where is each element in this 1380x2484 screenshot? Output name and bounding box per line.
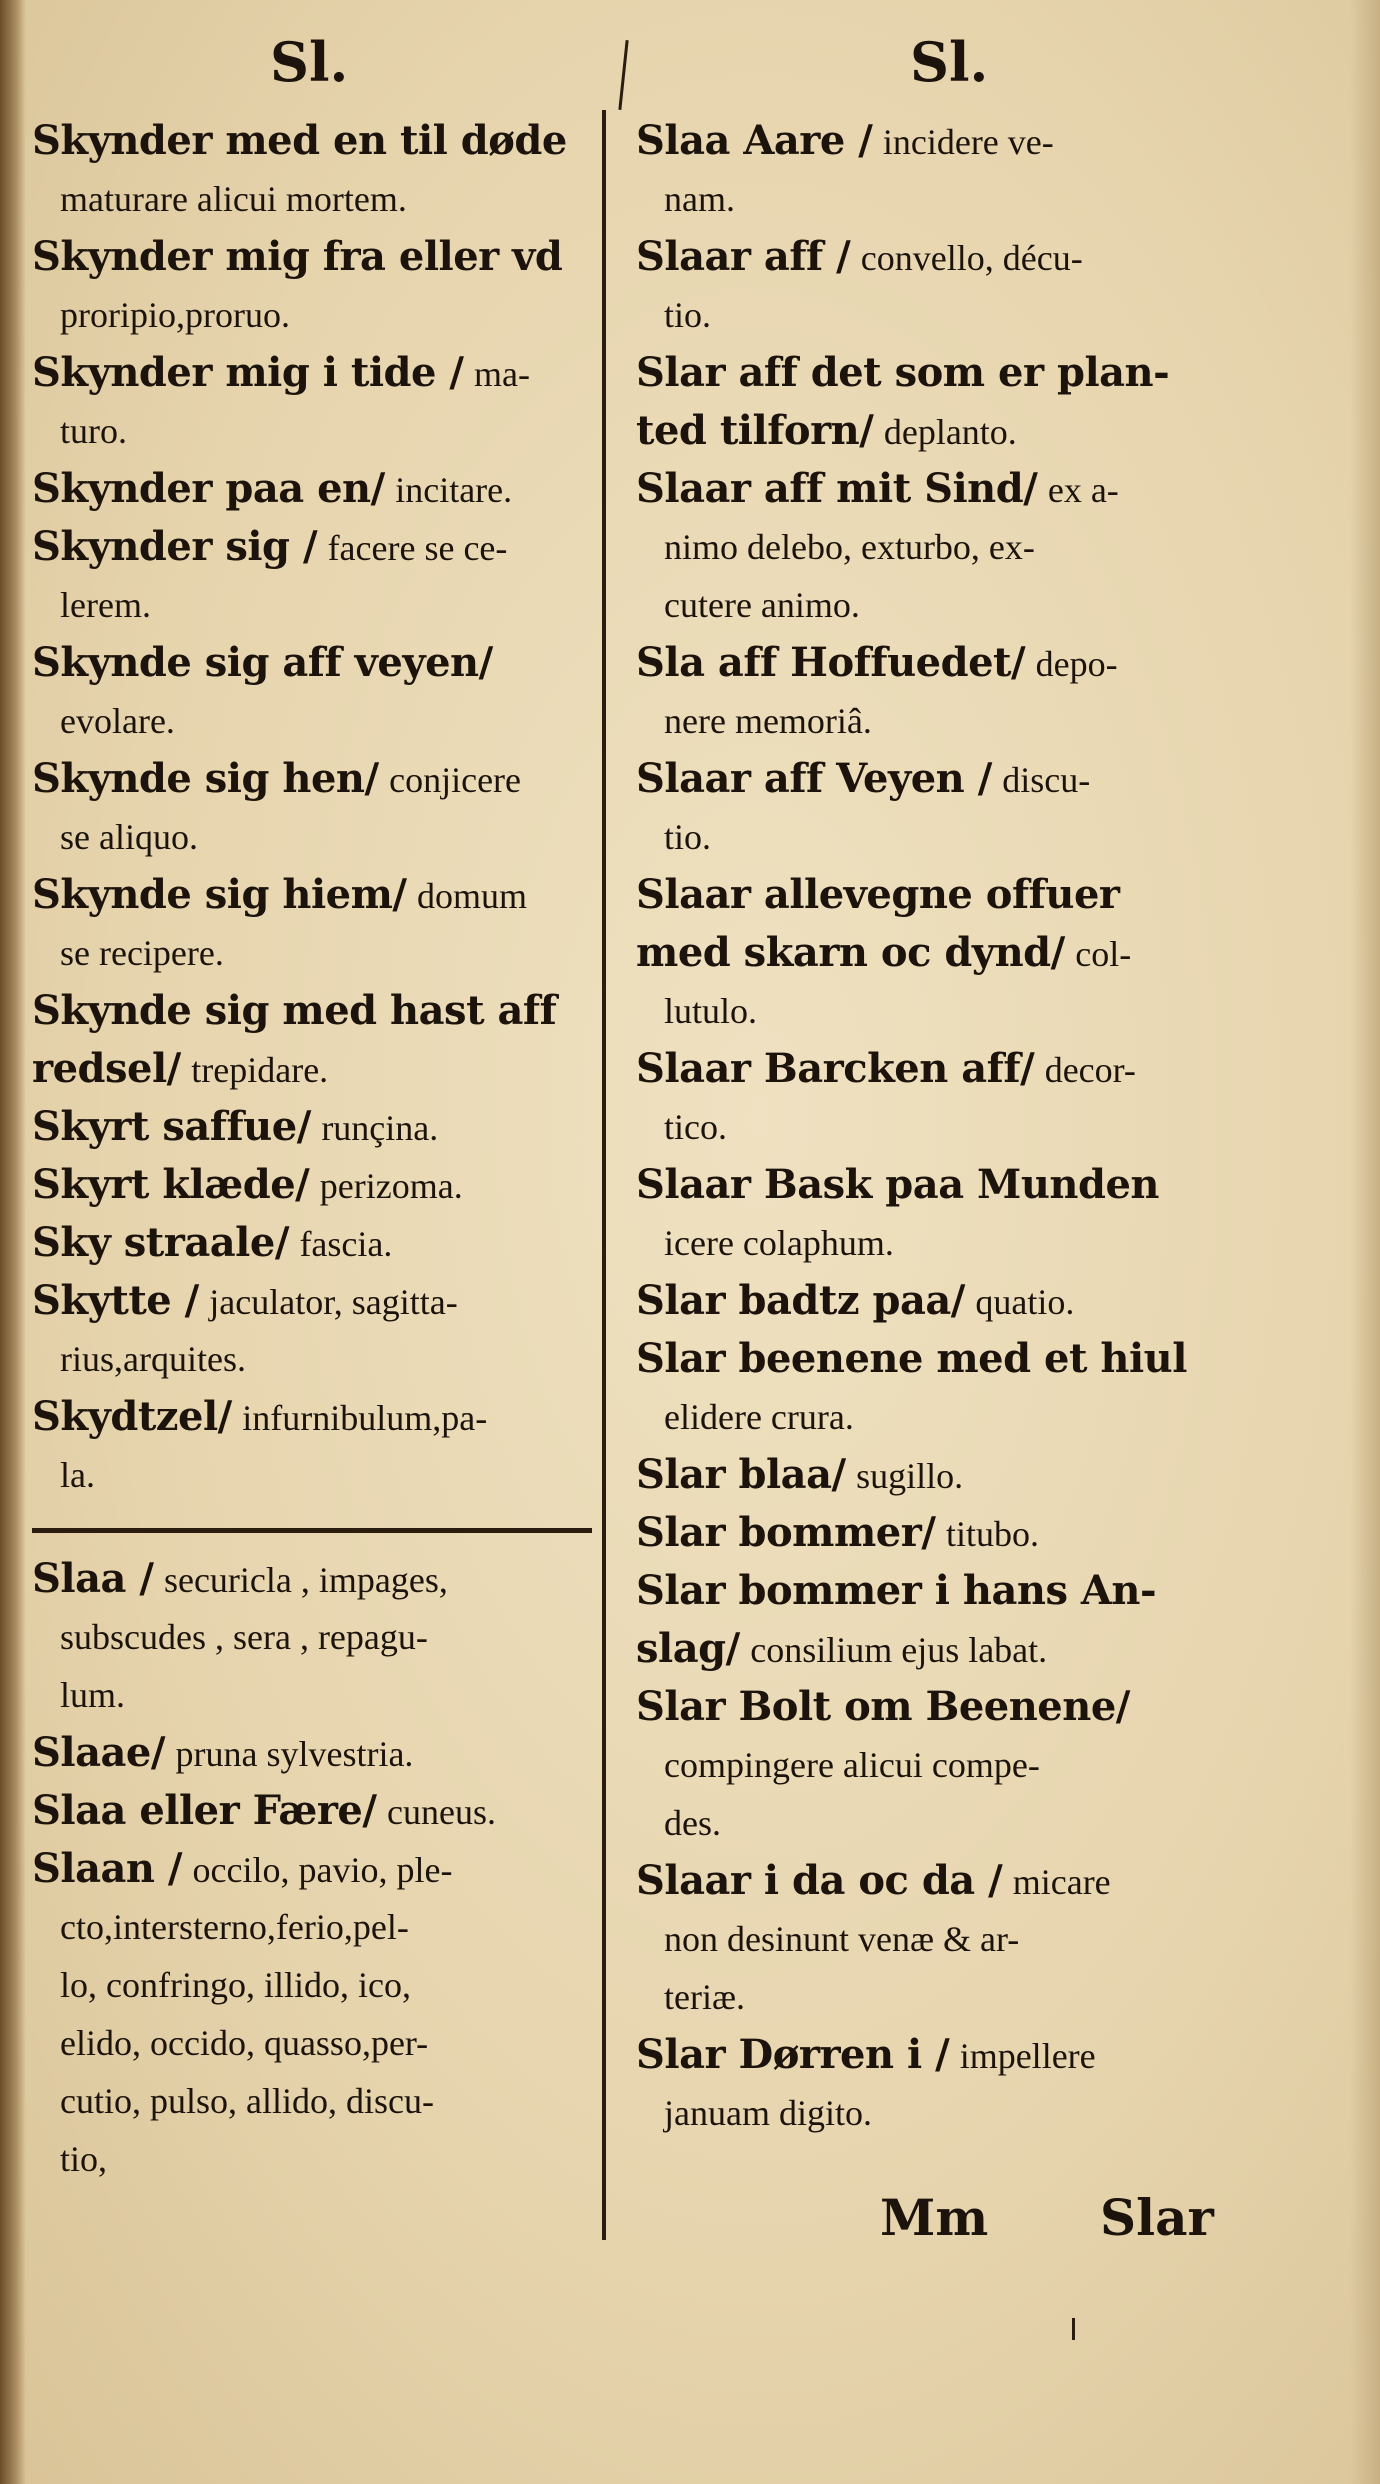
latin-gloss: cutio, pulso, allido, discu-	[60, 2081, 434, 2121]
latin-gloss: deplanto.	[883, 412, 1017, 452]
latin-gloss: tico.	[664, 1107, 727, 1147]
entry-line	[32, 518, 597, 576]
latin-gloss: jaculator, sagitta-	[209, 1282, 458, 1322]
entry-line	[32, 402, 597, 460]
headword: Skynder mig fra eller vd	[32, 233, 563, 280]
entry-line	[32, 866, 597, 924]
dictionary-entry	[636, 228, 1266, 344]
latin-gloss: lerem.	[60, 585, 151, 625]
dictionary-entry	[636, 1156, 1266, 1272]
entry-line	[636, 112, 1266, 170]
entry-line	[32, 924, 597, 982]
latin-gloss: januam digito.	[664, 2093, 872, 2133]
entry-line	[636, 1736, 1266, 1794]
headword: Skynder med en til døde	[32, 117, 567, 164]
latin-gloss: conjicere	[389, 760, 522, 800]
dictionary-entry	[32, 866, 597, 982]
left-column-after-rule	[32, 1550, 597, 2188]
latin-gloss: se aliquo.	[60, 817, 198, 857]
latin-gloss: maturare alicui mortem.	[60, 179, 407, 219]
page-edge-right	[1350, 0, 1380, 2484]
left-column	[32, 112, 597, 1504]
headword: Slaa Aare /	[636, 117, 873, 164]
entry-line	[32, 692, 597, 750]
entry-line	[32, 1782, 597, 1840]
entry-line	[636, 1098, 1266, 1156]
headword: redsel/	[32, 1045, 181, 1092]
entry-line	[32, 808, 597, 866]
latin-gloss: ma-	[474, 354, 530, 394]
latin-gloss: tio.	[664, 295, 712, 335]
entry-line	[636, 170, 1266, 228]
headword: Slaar Bask paa Munden	[636, 1161, 1159, 1208]
dictionary-entry	[636, 1678, 1266, 1852]
latin-gloss: trepidare.	[191, 1050, 329, 1090]
headword: Slar Dørren i /	[636, 2031, 950, 2078]
latin-gloss: la.	[60, 1455, 95, 1495]
dictionary-entry	[32, 1388, 597, 1504]
latin-gloss: impellere	[959, 2036, 1096, 2076]
latin-gloss: turo.	[60, 411, 127, 451]
dictionary-entry	[32, 1840, 597, 2188]
latin-gloss: infurnibulum,pa-	[242, 1398, 488, 1438]
entry-line	[636, 518, 1266, 576]
headword: slag/	[636, 1625, 740, 1672]
latin-gloss: lutulo.	[664, 991, 758, 1031]
headword: ted tilforn/	[636, 407, 874, 454]
entry-line	[32, 112, 597, 170]
latin-gloss: quatio.	[975, 1282, 1075, 1322]
entry-line	[636, 1562, 1266, 1620]
entry-line	[636, 1504, 1266, 1562]
headword: Skynder sig /	[32, 523, 318, 570]
entry-line	[636, 924, 1266, 982]
dictionary-entry	[636, 1446, 1266, 1504]
headword: Skynde sig hen/	[32, 755, 379, 802]
signature-mark: Mm	[880, 2188, 989, 2247]
entry-line	[32, 228, 597, 286]
latin-gloss: domum	[417, 876, 528, 916]
entry-line	[32, 344, 597, 402]
dictionary-entry	[32, 750, 597, 866]
latin-gloss: lo, confringo, illido, ico,	[60, 1965, 411, 2005]
dictionary-entry	[32, 1550, 597, 1724]
entry-line	[636, 1156, 1266, 1214]
latin-gloss: des.	[664, 1803, 721, 1843]
entry-line	[636, 1040, 1266, 1098]
dictionary-entry	[32, 228, 597, 344]
running-head-right: Sl.	[910, 30, 989, 94]
headword: Slar aff det som er plan-	[636, 349, 1170, 396]
dictionary-entry	[32, 1272, 597, 1388]
entry-line	[636, 1214, 1266, 1272]
entry-line	[636, 286, 1266, 344]
page-edge-shadow	[0, 0, 26, 2484]
latin-gloss: titubo.	[945, 1514, 1039, 1554]
headword: med skarn oc dynd/	[636, 929, 1065, 976]
latin-gloss: securicla , impages,	[163, 1560, 448, 1600]
entry-line	[636, 2026, 1266, 2084]
headword: Sla aff Hoffuedet/	[636, 639, 1026, 686]
entry-line	[32, 2072, 597, 2130]
headword: Skytte /	[32, 1277, 199, 1324]
entry-line	[636, 982, 1266, 1040]
latin-gloss: micare	[1012, 1862, 1111, 1902]
latin-gloss: rius,arquites.	[60, 1339, 246, 1379]
entry-line	[32, 1330, 597, 1388]
latin-gloss: nimo delebo, exturbo, ex-	[664, 527, 1035, 567]
latin-gloss: cutere animo.	[664, 585, 860, 625]
headword: Slaa eller Fære/	[32, 1787, 377, 1834]
headword: Slaar aff /	[636, 233, 851, 280]
latin-gloss: convello, décu-	[860, 238, 1083, 278]
headword: Slaar i da oc da /	[636, 1857, 1003, 1904]
latin-gloss: ex a-	[1047, 470, 1119, 510]
catchword: Slar	[1100, 2188, 1214, 2247]
entry-line	[32, 460, 597, 518]
entry-line	[32, 1666, 597, 1724]
dictionary-entry	[32, 344, 597, 460]
latin-gloss: incitare.	[395, 470, 513, 510]
entry-line	[32, 1840, 597, 1898]
latin-gloss: tio.	[664, 817, 712, 857]
headword: Slaa /	[32, 1555, 154, 1602]
latin-gloss: teriæ.	[664, 1977, 745, 2017]
dictionary-entry	[636, 1852, 1266, 2026]
entry-line	[636, 1446, 1266, 1504]
dictionary-entry	[636, 1330, 1266, 1446]
headword: Slaar aff Veyen /	[636, 755, 992, 802]
entry-line	[636, 866, 1266, 924]
headword: Skyrt saffue/	[32, 1103, 311, 1150]
entry-line	[636, 344, 1266, 402]
dictionary-entry	[636, 112, 1266, 228]
dictionary-entry	[636, 750, 1266, 866]
entry-line	[636, 1852, 1266, 1910]
entry-line	[32, 170, 597, 228]
entry-line	[32, 1724, 597, 1782]
entry-line	[32, 1098, 597, 1156]
entry-line	[636, 1794, 1266, 1852]
entry-line	[32, 1550, 597, 1608]
entry-line	[32, 750, 597, 808]
dictionary-entry	[32, 982, 597, 1098]
dictionary-entry	[636, 1272, 1266, 1330]
entry-line	[32, 1156, 597, 1214]
dictionary-entry	[32, 634, 597, 750]
latin-gloss: compingere alicui compe-	[664, 1745, 1040, 1785]
entry-line	[32, 286, 597, 344]
entry-line	[636, 1968, 1266, 2026]
dictionary-entry	[32, 1214, 597, 1272]
latin-gloss: col-	[1075, 934, 1132, 974]
dictionary-entry	[636, 460, 1266, 634]
entry-line	[636, 1910, 1266, 1968]
entry-line	[636, 692, 1266, 750]
latin-gloss: facere se ce-	[327, 528, 508, 568]
latin-gloss: subscudes , sera , repagu-	[60, 1617, 428, 1657]
column-divider	[602, 110, 606, 2240]
latin-gloss: perizoma.	[319, 1166, 463, 1206]
headword: Slar bommer i hans An-	[636, 1567, 1157, 1614]
dictionary-entry	[636, 2026, 1266, 2142]
headword: Slar blaa/	[636, 1451, 846, 1498]
headword: Slar beenene med et hiul	[636, 1335, 1187, 1382]
headword: Slaae/	[32, 1729, 165, 1776]
latin-gloss: cuneus.	[386, 1792, 496, 1832]
entry-line	[32, 1388, 597, 1446]
latin-gloss: elido, occido, quasso,per-	[60, 2023, 429, 2063]
entry-line	[636, 460, 1266, 518]
headword: Skynde sig hiem/	[32, 871, 407, 918]
dictionary-entry	[636, 634, 1266, 750]
entry-line	[32, 1040, 597, 1098]
entry-line	[636, 2084, 1266, 2142]
latin-gloss: fascia.	[299, 1224, 393, 1264]
latin-gloss: occilo, pavio, ple-	[192, 1850, 453, 1890]
entry-line	[636, 576, 1266, 634]
headword: Slaan /	[32, 1845, 183, 1892]
entry-line	[32, 1956, 597, 2014]
dictionary-entry	[636, 344, 1266, 460]
latin-gloss: nere memoriâ.	[664, 701, 872, 741]
latin-gloss: decor-	[1044, 1050, 1136, 1090]
latin-gloss: tio,	[60, 2139, 108, 2179]
dictionary-entry	[32, 518, 597, 634]
dictionary-entry	[32, 1098, 597, 1156]
entry-line	[636, 808, 1266, 866]
latin-gloss: consilium ejus labat.	[750, 1630, 1048, 1670]
dictionary-entry	[636, 1504, 1266, 1562]
latin-gloss: evolare.	[60, 701, 175, 741]
headword: Slaar aff mit Sind/	[636, 465, 1038, 512]
latin-gloss: icere colaphum.	[664, 1223, 894, 1263]
headword: Skyrt klæde/	[32, 1161, 310, 1208]
headword: Skydtzel/	[32, 1393, 232, 1440]
running-head-left: Sl.	[270, 30, 349, 94]
latin-gloss: pruna sylvestria.	[175, 1734, 414, 1774]
entry-line	[32, 634, 597, 692]
entry-line	[636, 1330, 1266, 1388]
entry-line	[636, 750, 1266, 808]
latin-gloss: runçina.	[321, 1108, 439, 1148]
entry-line	[32, 2014, 597, 2072]
entry-line	[636, 1678, 1266, 1736]
headword: Sky straale/	[32, 1219, 289, 1266]
latin-gloss: elidere crura.	[664, 1397, 854, 1437]
entry-line	[636, 1388, 1266, 1446]
entry-line	[32, 982, 597, 1040]
latin-gloss: sugillo.	[856, 1456, 964, 1496]
entry-line	[32, 1608, 597, 1666]
dictionary-entry	[636, 1562, 1266, 1678]
headword: Skynder paa en/	[32, 465, 385, 512]
entry-line	[32, 1898, 597, 1956]
section-rule	[32, 1528, 592, 1533]
dictionary-entry	[32, 112, 597, 228]
entry-line	[32, 1446, 597, 1504]
latin-gloss: non desinunt venæ & ar-	[664, 1919, 1020, 1959]
latin-gloss: proripio,proruo.	[60, 295, 290, 335]
latin-gloss: discu-	[1002, 760, 1091, 800]
headword: Slar bommer/	[636, 1509, 936, 1556]
entry-line	[32, 1214, 597, 1272]
entry-line	[636, 402, 1266, 460]
dictionary-entry	[32, 1724, 597, 1782]
dictionary-entry	[636, 866, 1266, 1040]
right-column	[636, 112, 1266, 2142]
latin-gloss: nam.	[664, 179, 735, 219]
dictionary-entry	[32, 460, 597, 518]
headword: Skynde sig med hast aff	[32, 987, 557, 1034]
latin-gloss: cto,intersterno,ferio,pel-	[60, 1907, 409, 1947]
dictionary-entry	[32, 1782, 597, 1840]
headword: Slar badtz paa/	[636, 1277, 965, 1324]
headword: Slar Bolt om Beenene/	[636, 1683, 1130, 1730]
entry-line	[636, 634, 1266, 692]
latin-gloss: incidere ve-	[882, 122, 1054, 162]
headword: Skynder mig i tide /	[32, 349, 464, 396]
entry-line	[32, 1272, 597, 1330]
latin-gloss: depo-	[1035, 644, 1118, 684]
dictionary-entry	[32, 1156, 597, 1214]
entry-line	[32, 576, 597, 634]
entry-line	[636, 1272, 1266, 1330]
latin-gloss: se recipere.	[60, 933, 224, 973]
latin-gloss: lum.	[60, 1675, 126, 1715]
ink-mark	[1072, 2318, 1075, 2340]
headword: Slaar allevegne offuer	[636, 871, 1120, 918]
headword: Skynde sig aff veyen/	[32, 639, 493, 686]
dictionary-entry	[636, 1040, 1266, 1156]
column-divider-top	[618, 40, 628, 110]
headword: Slaar Barcken aff/	[636, 1045, 1035, 1092]
entry-line	[32, 2130, 597, 2188]
entry-line	[636, 1620, 1266, 1678]
entry-line	[636, 228, 1266, 286]
